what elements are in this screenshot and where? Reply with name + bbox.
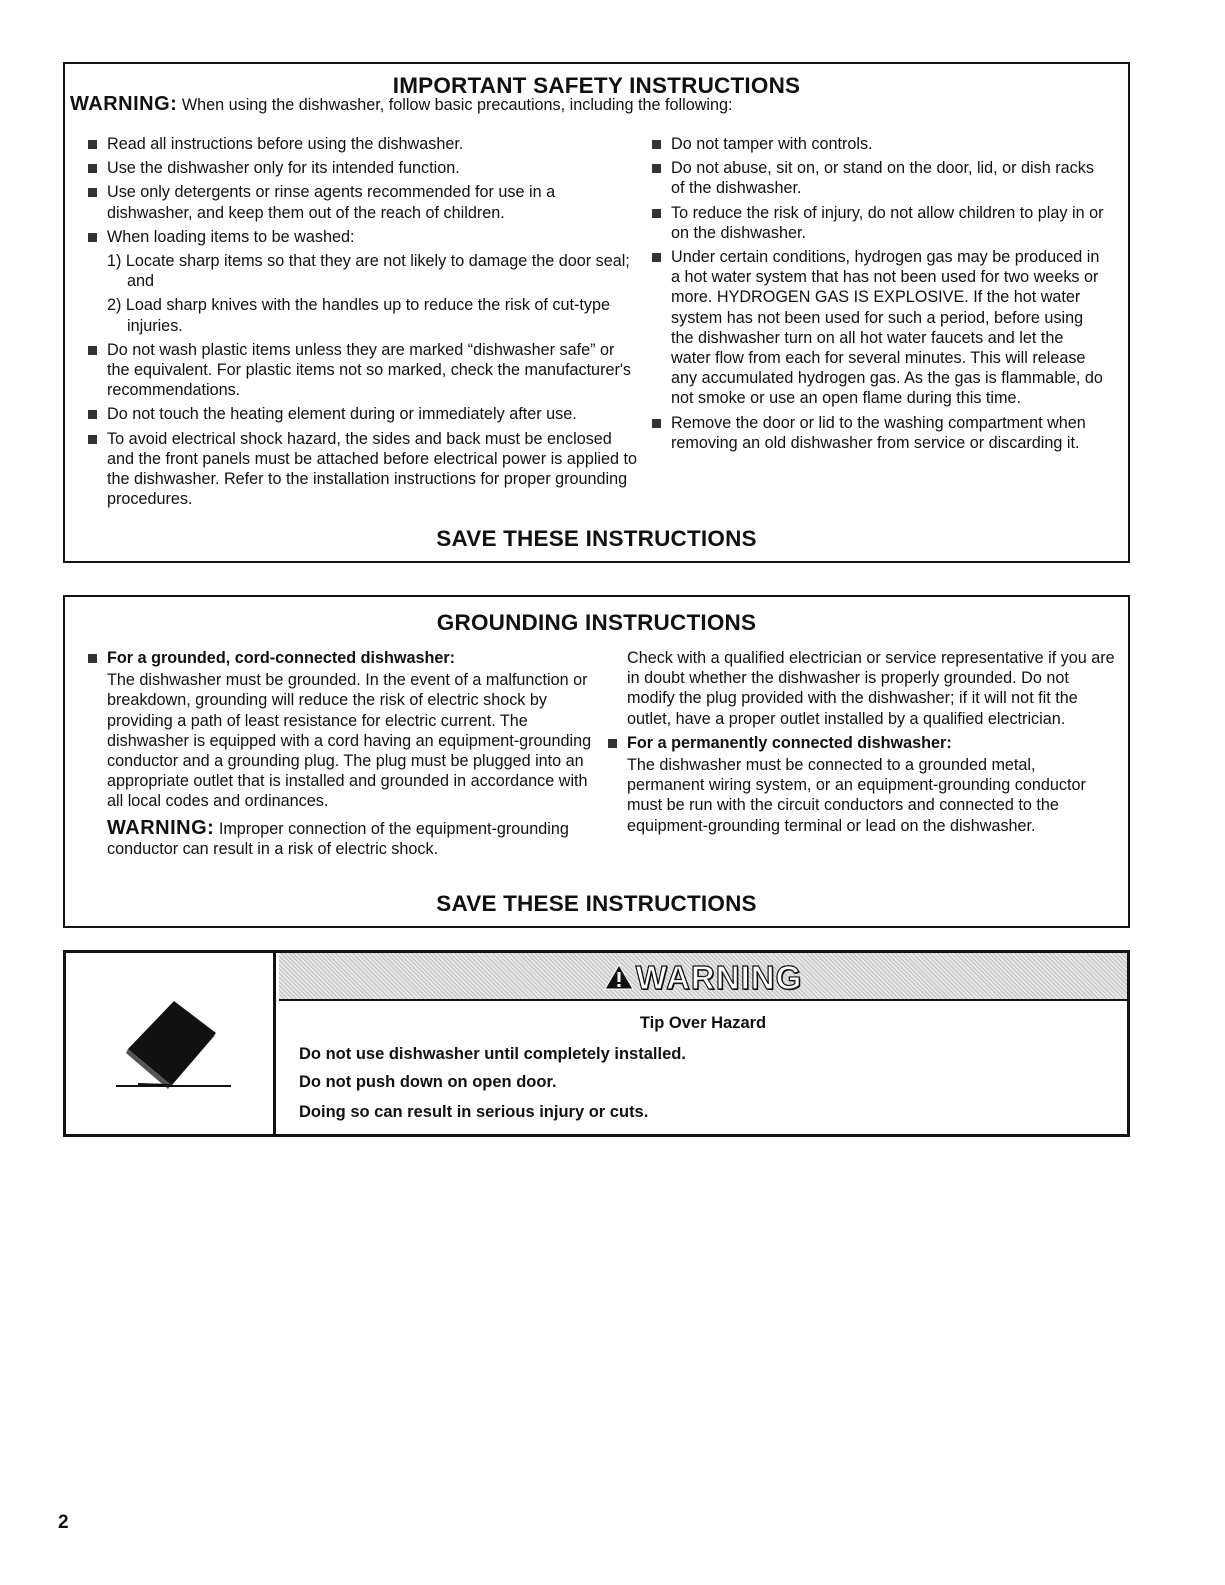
tip-over-hazard-title: Tip Over Hazard [639,1014,767,1032]
safety-warning-line [70,94,733,115]
grounding-left-column [86,648,601,859]
grounding-instructions-box [63,595,1130,928]
bullet-icon [652,140,661,149]
sub-item: 1) Locate sharp items so that they are not likely to damage the door seal; and [107,252,630,291]
list-item [86,648,601,668]
tip-over-icon-cell [66,953,276,1134]
permanent-heading: For a permanently connected dishwasher: [627,733,952,752]
safety-save-title: SAVE THESE INSTRUCTIONS [436,526,757,551]
grounding-warning [86,818,601,859]
safety-right-column [650,134,1105,457]
bullet-icon [652,253,661,262]
grounding-warning-label: WARNING: [107,816,215,839]
bullet-icon [652,209,661,218]
list-item: Do not wash plastic items unless they are marked “dishwasher safe” or the equivalent. For plastic items not so marked, check the manufacturer's recommendations. [86,340,641,401]
bullet-icon [88,164,97,173]
list-item: To avoid electrical shock hazard, the sides and back must be enclosed and the front panels must be attached before electrical power is applied to the dishwasher. Refer to the installation instructions for proper grounding procedures. [86,429,641,510]
list-item: Under certain conditions, hydrogen gas may be produced in a hot water system that has not been used for two weeks or more. HYDROGEN GAS IS EXPLOSIVE. If the hot water system has not been used for such a period, before using the dishwasher turn on all hot water faucets and let the water flow from each for several minutes. This will release any accumulated hydrogen gas. As the gas is flammable, do not smoke or use an open flame during this time. [650,247,1105,409]
grounding-title: GROUNDING INSTRUCTIONS [436,610,757,635]
tip-over-warning-box [63,950,1130,1137]
bullet-icon [88,435,97,444]
bullet-icon [88,233,97,242]
list-item: Use only detergents or rinse agents recommended for use in a dishwasher, and keep them out of the reach of children. [86,182,641,222]
list-item: Read all instructions before using the dishwasher. [86,134,641,154]
page-number: 2 [58,1512,69,1533]
list-item: When loading items to be washed: [86,227,641,247]
warning-banner [279,953,1127,1001]
bullet-icon [652,164,661,173]
safety-left-column [86,134,641,513]
grounding-warning-text: Improper connection of the equipment-grounding conductor can result in a risk of electric shock. [107,819,569,858]
list-item: To reduce the risk of injury, do not allow children to play in or on the dishwasher. [650,203,1105,243]
check-text: Check with a qualified electrician or service representative if you are in doubt whether the dishwasher is properly grounded. Do not modify the plug provided with the dishwasher; if it will not fit the outlet, have a proper outlet installed by a qualified electrician. [627,649,1115,728]
tip-warning-line: Do not use dishwasher until completely installed. [299,1045,686,1063]
permanent-text: The dishwasher must be connected to a grounded metal, permanent wiring system, or an equipment-grounding conductor must be run with the circuit conductors and connected to the equipment-grounding terminal or lead on the dishwasher. [627,756,1086,835]
corded-text: The dishwasher must be grounded. In the event of a malfunction or breakdown, grounding will reduce the risk of electric shock by providing a path of least resistance for electric current. The dishwasher is equipped with a cord having an equipment-grounding conductor and a grounding plug. The plug must be plugged into an appropriate outlet that is installed and grounded in accordance with all local codes and ordinances. [107,671,592,811]
list-item: Use the dishwasher only for its intended function. [86,158,641,178]
grounding-save-title: SAVE THESE INSTRUCTIONS [436,891,757,916]
tip-warning-line: Doing so can result in serious injury or cuts. [299,1103,649,1121]
safety-warning-label: WARNING: [70,93,178,115]
bullet-icon [652,419,661,428]
safety-instructions-box [63,62,1130,563]
bullet-icon [88,654,97,663]
list-item: Do not touch the heating element during or immediately after use. [86,404,641,424]
bullet-icon [88,346,97,355]
safety-title: IMPORTANT SAFETY INSTRUCTIONS [392,73,801,98]
list-item [606,733,1116,753]
bullet-icon [608,739,617,748]
warning-banner-title: WARNING [604,959,803,997]
warning-triangle-icon [604,964,634,990]
bullet-icon [88,140,97,149]
bullet-icon [88,410,97,419]
list-item: Do not tamper with controls. [650,134,1105,154]
list-item: Do not abuse, sit on, or stand on the door, lid, or dish racks of the dishwasher. [650,158,1105,198]
corded-heading: For a grounded, cord-connected dishwasher: [107,649,456,667]
tip-warning-line: Do not push down on open door. [299,1073,557,1091]
sub-list [86,251,641,336]
tipping-dishwasher-icon [66,953,276,1134]
list-item: Remove the door or lid to the washing compartment when removing an old dishwasher from service or discarding it. [650,413,1105,453]
bullet-icon [88,188,97,197]
grounding-right-column [606,648,1116,836]
sub-item: 2) Load sharp knives with the handles up to reduce the risk of cut-type injuries. [107,296,610,335]
safety-warning-text: When using the dishwasher, follow basic precautions, including the following: [177,96,733,114]
